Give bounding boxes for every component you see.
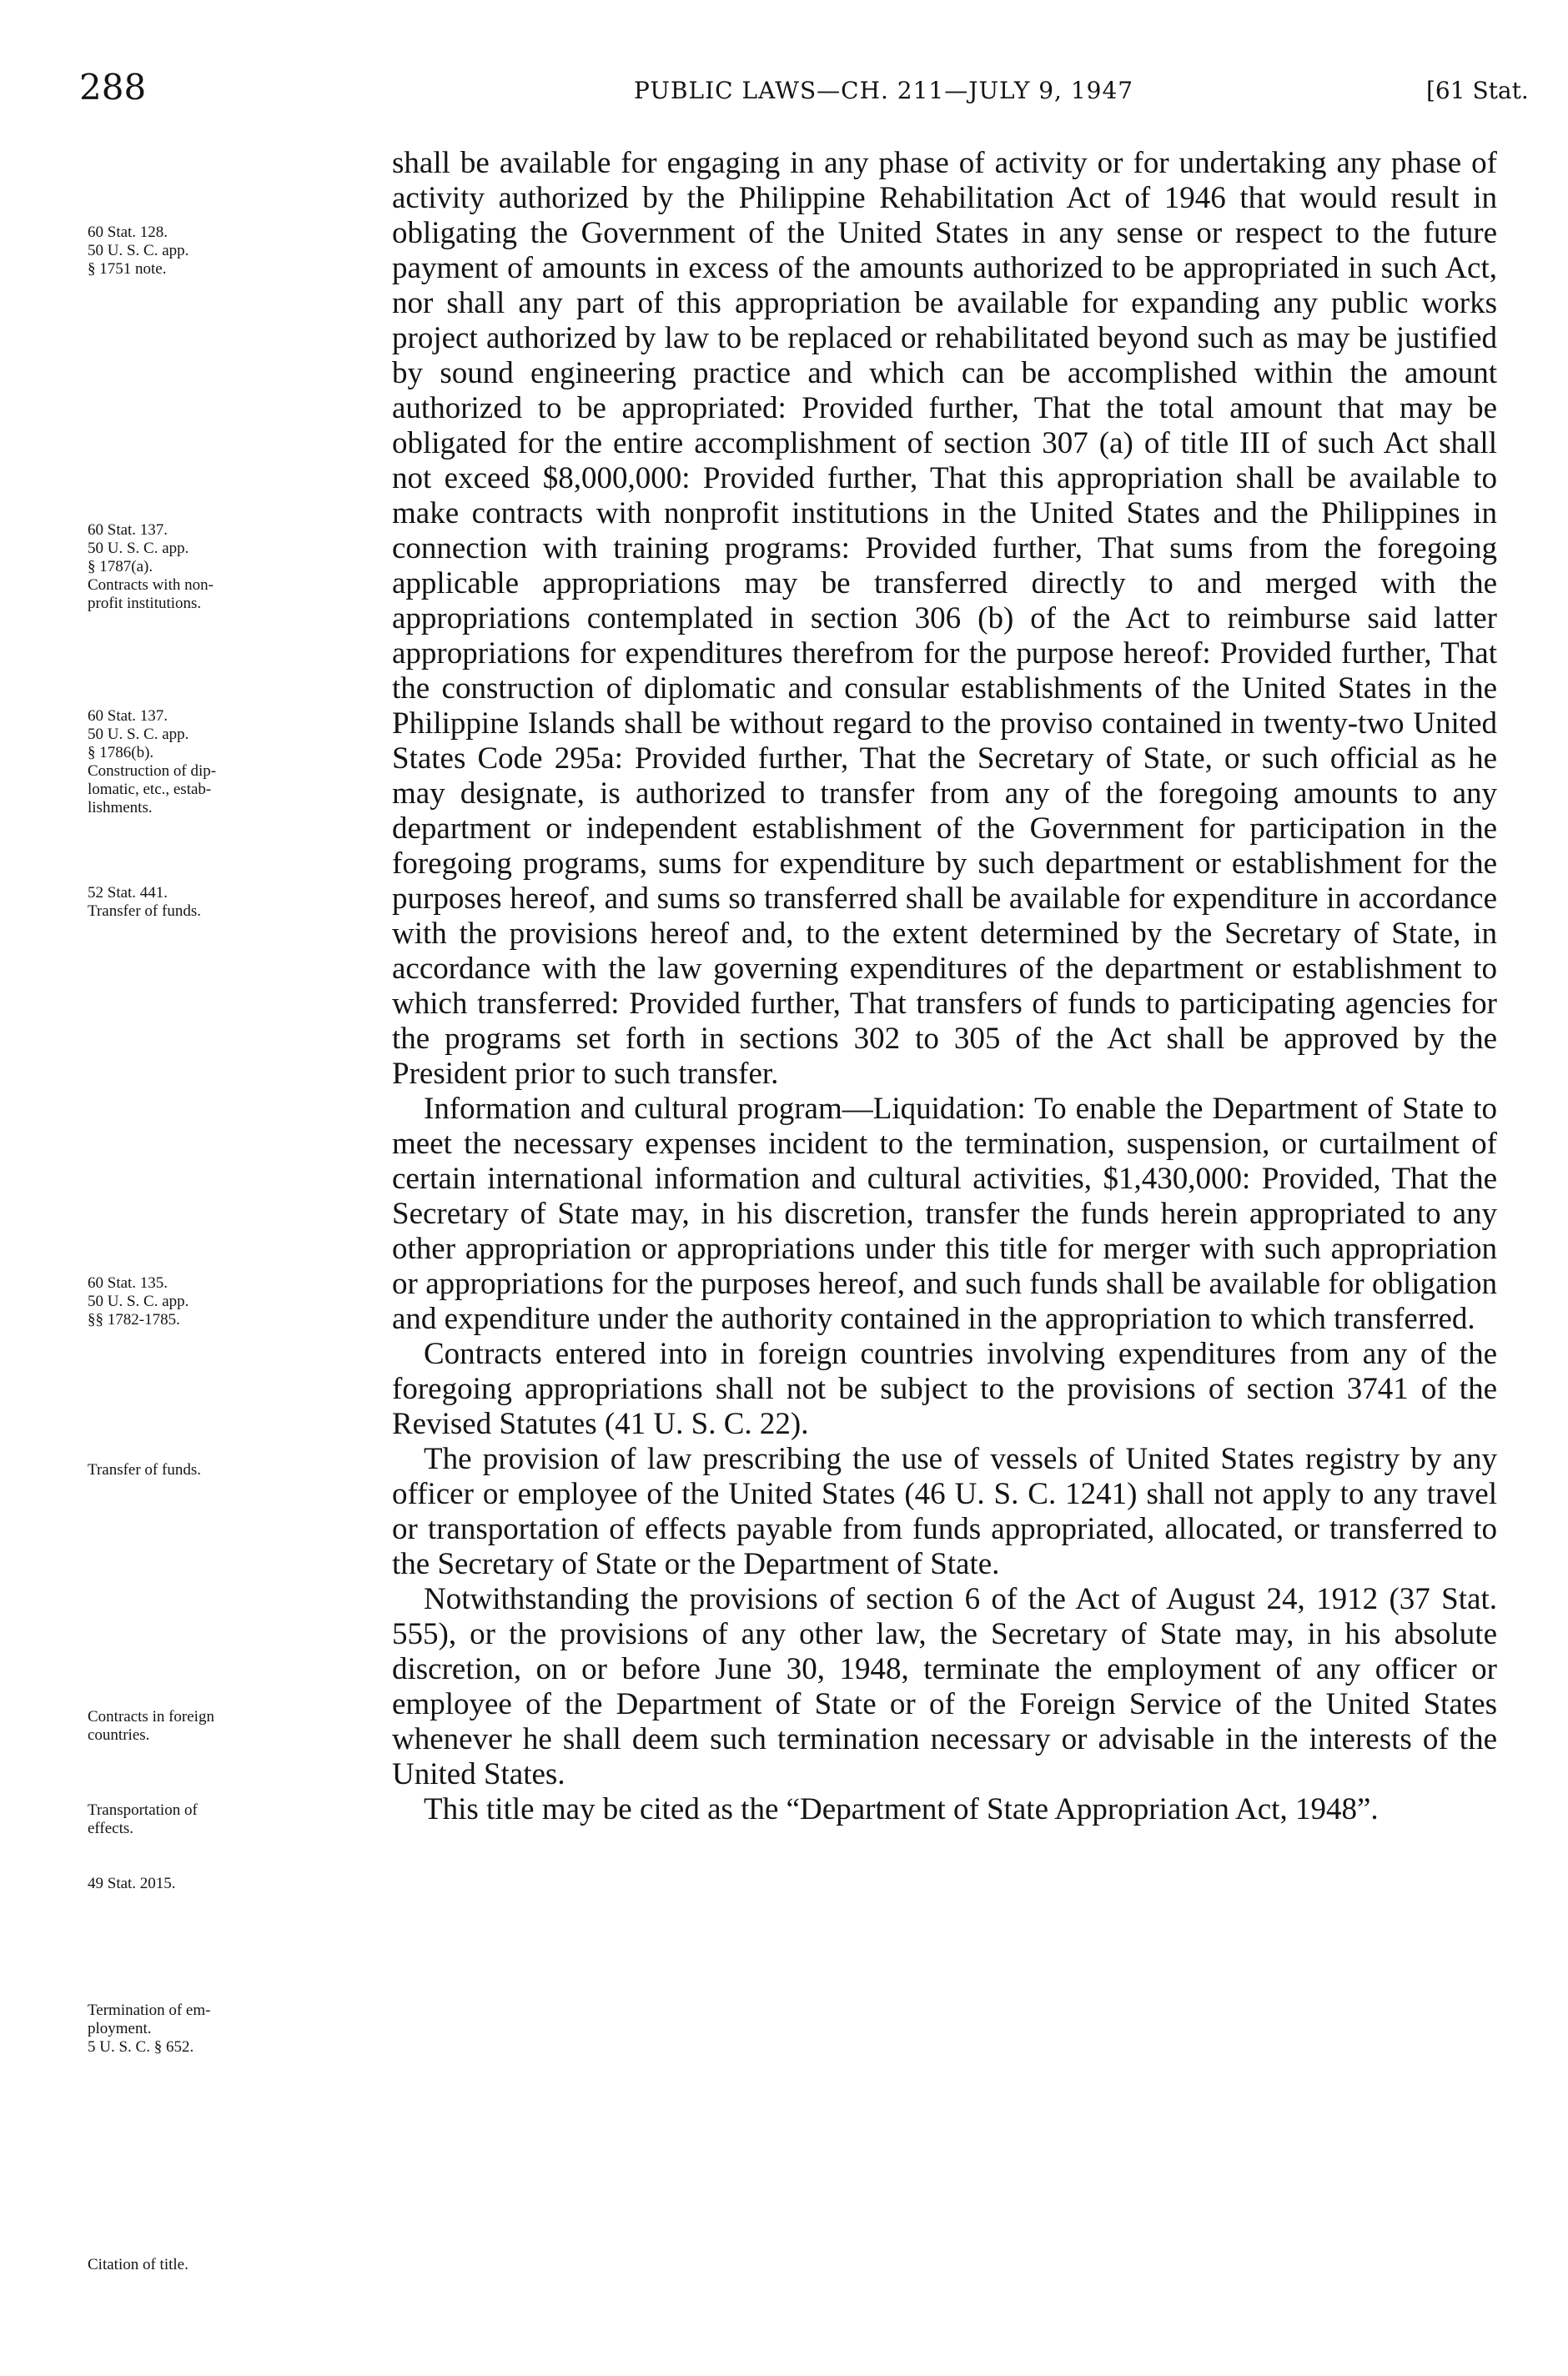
paragraph: Information and cultural program—Liquidation: To enable the Department of State to meet the necessary expenses incident to the termination, suspension, or curtailment of certain international information and cultural activities, $1,430,000: Provided, That the Secretary of State may, in his discretion, transfer the funds herein appropriated to any other appropriation or appropriations under this title for merger with such appropriation or appropriations for the purposes hereof, and such funds shall be available for obligation and expenditure under the authority contained in the appropriation to which transferred. — [392, 1092, 1497, 1336]
running-head — [0, 0, 1568, 117]
page-number: 288 — [79, 67, 147, 108]
paragraph: This title may be cited as the “Department of State Appropriation Act, 1948”. — [424, 1792, 1379, 1826]
margin-note: 60 Stat. 137. 50 U. S. C. app. § 1786(b). Construction of dip- lomatic, etc., estab- lishments. — [88, 707, 217, 816]
running-title: PUBLIC LAWS—CH. 211—JULY 9, 1947 — [634, 77, 1134, 104]
paragraph: The provision of law prescribing the use of vessels of United States registry by any officer or employee of the United States (46 U. S. C. 1241) shall not apply to any travel or transportation of effects payable from funds appropriated, allocated, or transferred to the Secretary of State or the Department of State. — [392, 1442, 1497, 1581]
paragraph: Contracts entered into in foreign countries involving expenditures from any of the foregoing appropriations shall not be subject to the provisions of section 3741 of the Revised Statutes (41 U. S. C. 22). — [392, 1337, 1497, 1441]
margin-note: 52 Stat. 441. Transfer of funds. — [88, 884, 201, 920]
body-text — [392, 146, 1497, 1827]
margin-note: 60 Stat. 137. 50 U. S. C. app. § 1787(a). Contracts with non- profit institutions. — [88, 521, 214, 612]
paragraph-continued: shall be available for engaging in any phase of activity or for undertaking any phase of activity authorized by the Philippine Rehabilitation Act of 1946 that would result in obligating the Government of the United States in any sense or respect to the future payment of amounts in excess of the amounts authorized to be appropriated in such Act, nor shall any part of this appropriation be available for expanding any public works project authorized by law to be replaced or rehabilitated beyond such as may be justified by sound engineering practice and which can be accomplished within the amount authorized to be appropriated: Provided further, That the total amount that may be obligated for the entire accomplishment of section 307 (a) of title III of such Act shall not exceed $8,000,000: Provided further, That this appropriation shall be available to make contracts with nonprofit institutions in the United States and the Philippines in connection with training programs: Provided further, That sums from the foregoing applicable appropriations may be transferred directly to and merged with the appropriations contemplated in section 306 (b) of the Act to reimburse said latter appropriations for expenditures therefrom for the purpose hereof: Provided further, That the construction of diplomatic and consular establishments of the United States in the Philippine Islands shall be without regard to the proviso contained in twenty-two United States Code 295a: Provided further, That the Secretary of State, or such official as he may designate, is authorized to transfer from any of the foregoing amounts to any department or independent establishment of the Government for participation in the foregoing programs, sums for expenditure by such department or establishment for the purposes hereof, and sums so transferred shall be available for expenditure in accordance with the provisions hereof and, to the extent determined by the Secretary of State, in accordance with the law governing expenditures of the department or establishment to which transferred: Provided further, That transfers of funds to participating agencies for the programs set forth in sections 302 to 305 of the Act shall be approved by the President prior to such transfer. — [392, 146, 1497, 1091]
margin-note: 49 Stat. 2015. — [88, 1875, 176, 1892]
margin-note: Contracts in foreign countries. — [88, 1708, 214, 1744]
paragraph: Notwithstanding the provisions of section 6 of the Act of August 24, 1912 (37 Stat. 555), or the provisions of any other law, the Secretary of State may, in his absolute discretion, on or before June 30, 1948, terminate the employment of any officer or employee of the Department of State or of the Foreign Service of the United States whenever he shall deem such termination necessary or advisable in the interests of the United States. — [392, 1582, 1497, 1791]
margin-note: Transfer of funds. — [88, 1461, 201, 1479]
margin-note: Transportation of effects. — [88, 1801, 198, 1837]
margin-note: 60 Stat. 128. 50 U. S. C. app. § 1751 note. — [88, 224, 189, 278]
volume-reference: [61 Stat. — [1426, 77, 1529, 104]
margin-note: Termination of em- ployment. 5 U. S. C. § 652. — [88, 2002, 211, 2056]
margin-note: Citation of title. — [88, 2256, 188, 2273]
margin-note: 60 Stat. 135. 50 U. S. C. app. §§ 1782-1785. — [88, 1274, 189, 1329]
